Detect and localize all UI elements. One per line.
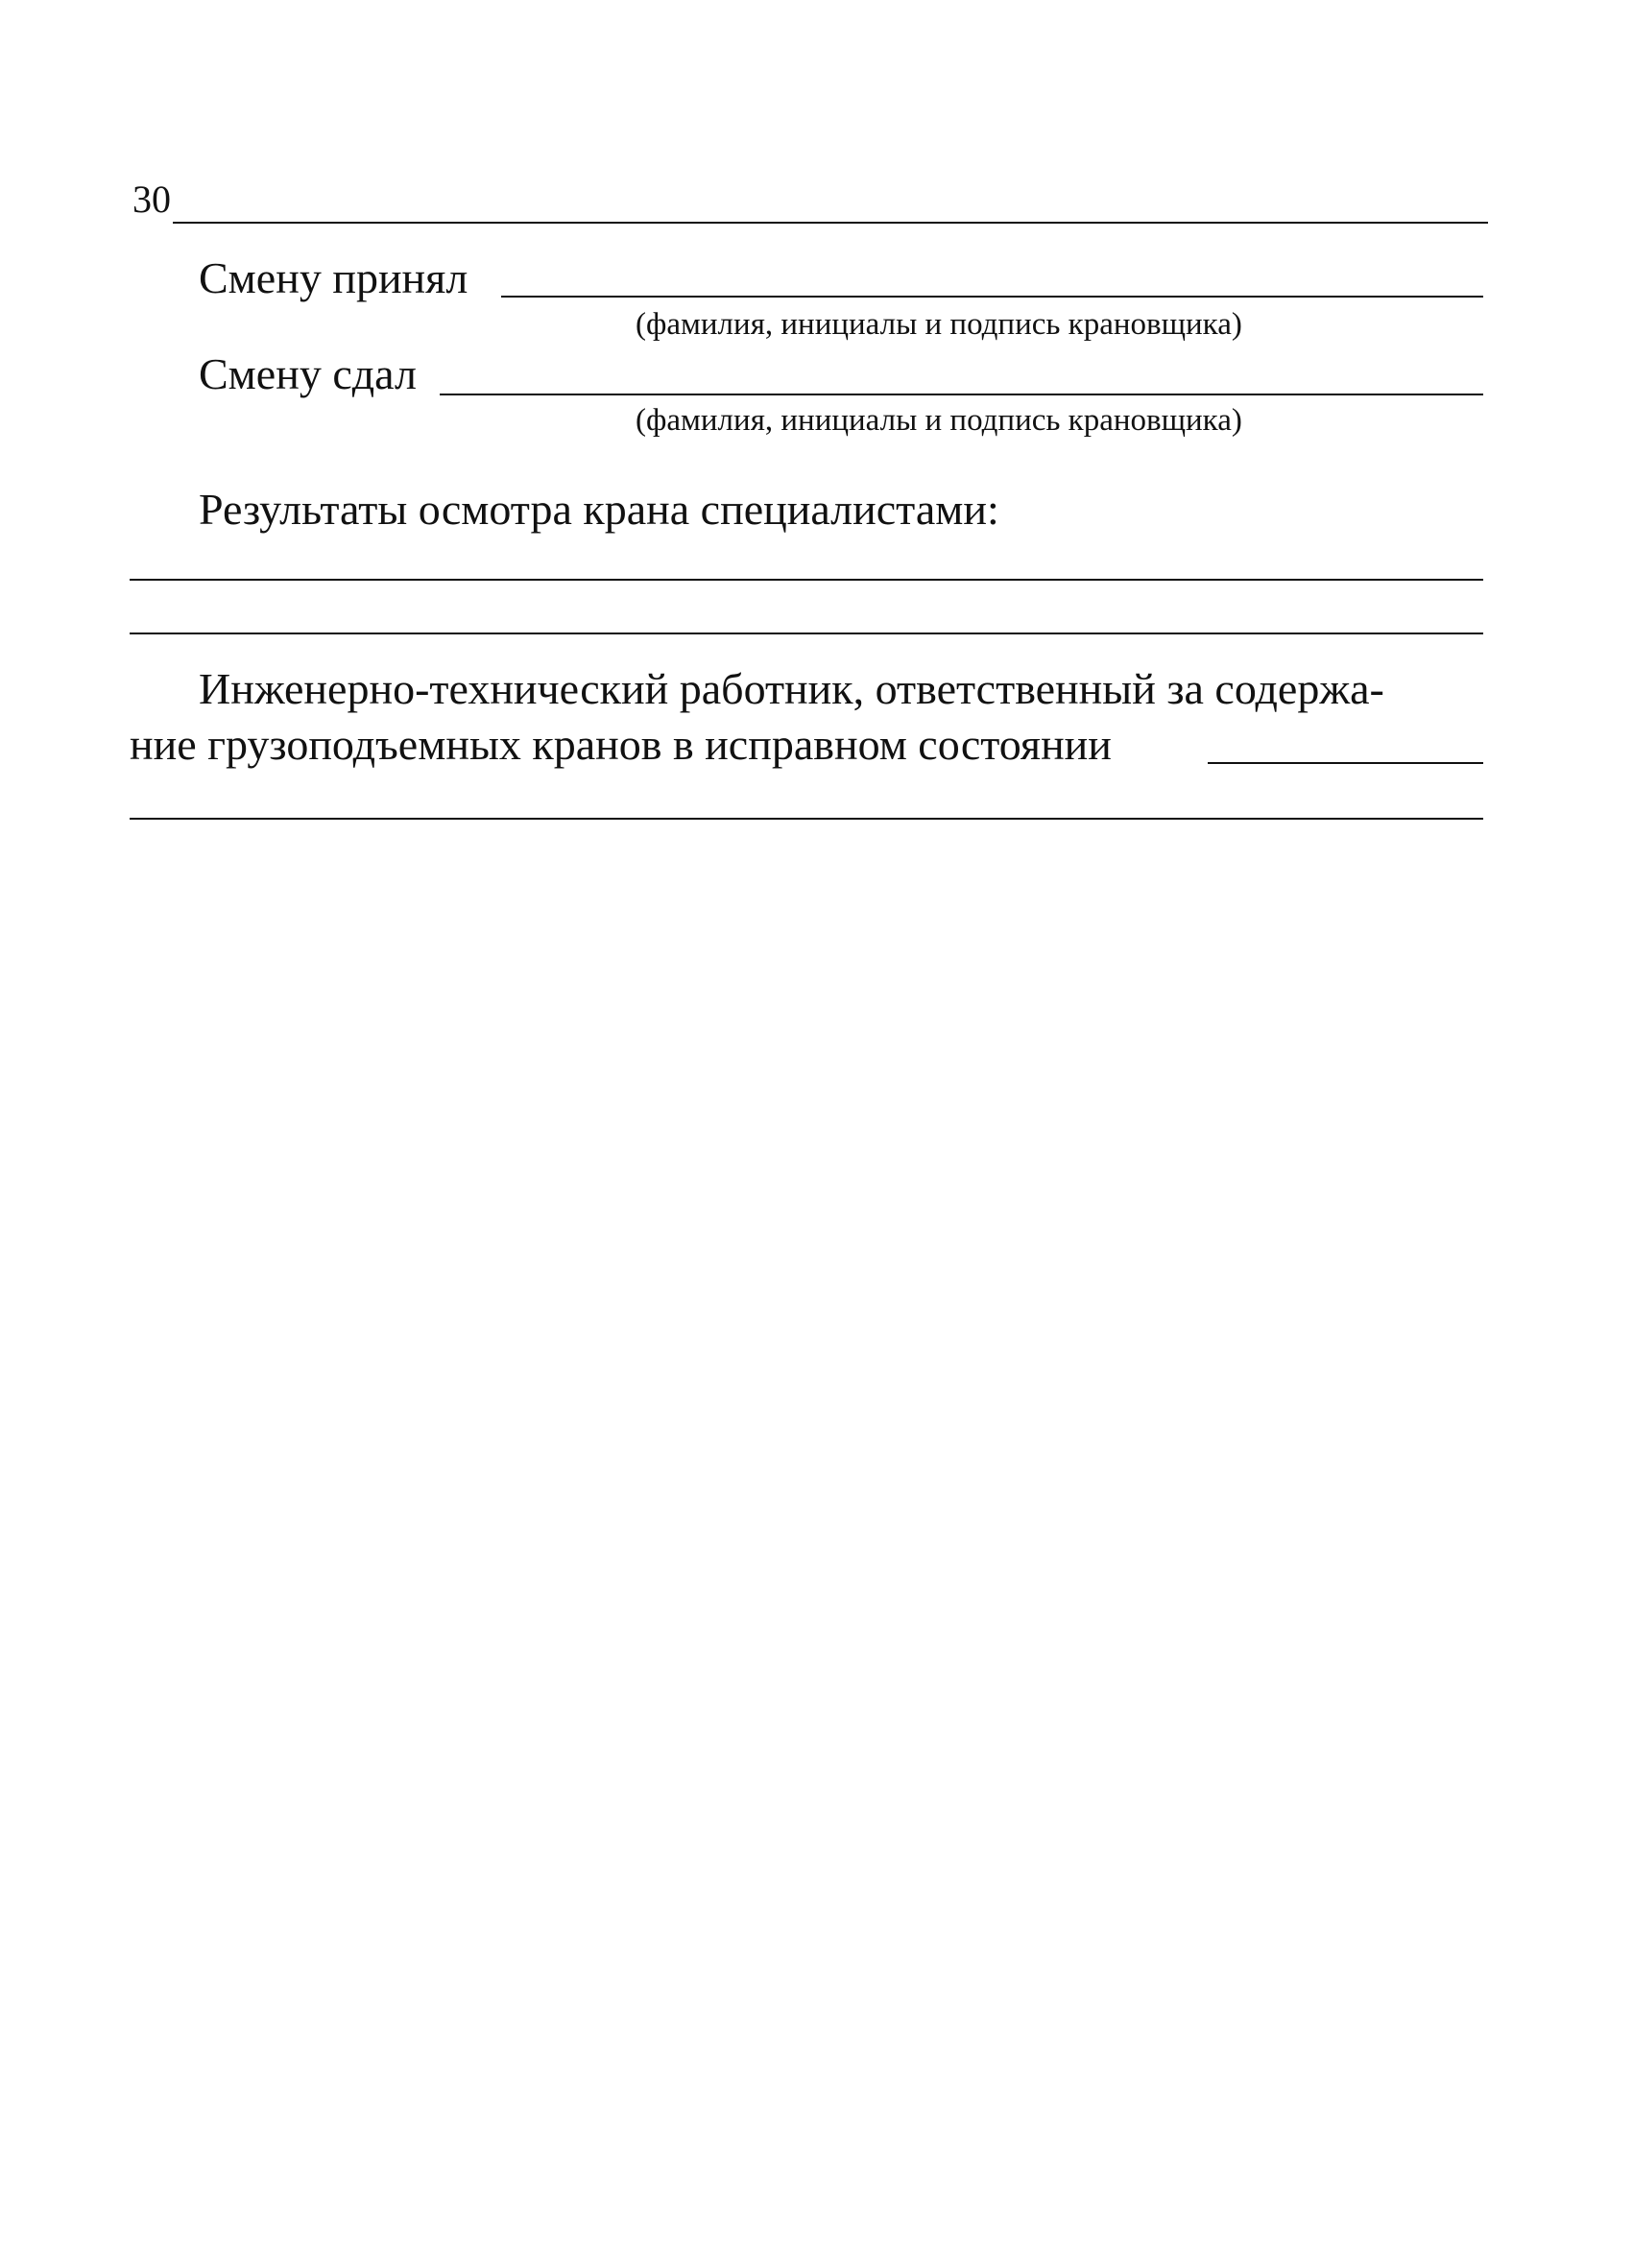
inspection-results-line-2[interactable] — [130, 633, 1483, 634]
header-rule — [173, 222, 1488, 224]
engineer-signature-line[interactable] — [1208, 762, 1483, 764]
shift-handed-caption: (фамилия, инициалы и подпись крановщика) — [636, 403, 1242, 438]
shift-handed-signature-line[interactable] — [440, 394, 1483, 395]
engineer-text-line-2: ние грузоподъемных кранов в исправном состоянии — [130, 720, 1112, 769]
shift-accepted-caption: (фамилия, инициалы и подпись крановщика) — [636, 307, 1242, 342]
shift-accepted-signature-line[interactable] — [501, 296, 1483, 298]
engineer-name-line[interactable] — [130, 818, 1483, 820]
engineer-text-line-1: Инженерно-технический работник, ответственный за содержа- — [199, 664, 1384, 713]
shift-handed-label: Смену сдал — [199, 349, 417, 398]
page-number: 30 — [132, 178, 171, 221]
inspection-heading: Результаты осмотра крана специалистами: — [199, 485, 999, 534]
inspection-results-line-1[interactable] — [130, 579, 1483, 581]
shift-accepted-label: Смену принял — [199, 253, 468, 302]
